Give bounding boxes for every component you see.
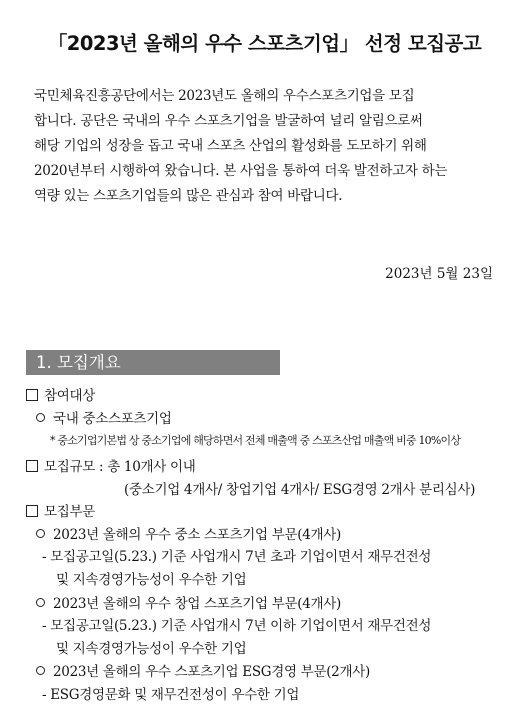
target-item: 국내 중소스포츠기업 <box>53 411 172 427</box>
intro-line: 합니다. 공단은 국내의 우수 스포츠기업을 발굴하여 널리 알림으로써 <box>34 113 423 129</box>
circle-bullet-icon <box>36 598 45 607</box>
intro-line: 역량 있는 스포츠기업들의 많은 관심과 참여 바랍니다. <box>34 188 343 204</box>
category-3-desc: - ESG경영문화 및 재무건전성이 우수한 기업 <box>42 687 300 703</box>
category-1-desc: - 모집공고일(5.23.) 기준 사업개시 7년 초과 기업이면서 재무건전성 <box>42 549 432 565</box>
circle-bullet-icon <box>36 529 45 538</box>
target-heading: 참여대상 <box>44 388 95 404</box>
category-heading: 모집부문 <box>44 504 95 520</box>
checkbox-square-icon <box>26 389 38 401</box>
announcement-date: 2023년 5월 23일 <box>385 266 493 282</box>
page-title: 「2023년 올해의 우수 스포츠기업」 선정 모집공고 <box>47 32 482 55</box>
category-2-title: 2023년 올해의 우수 창업 스포츠기업 부문(4개사) <box>53 596 341 612</box>
checkbox-square-icon <box>26 460 38 472</box>
category-1-title: 2023년 올해의 우수 중소 스포츠기업 부문(4개사) <box>53 527 341 543</box>
intro-paragraph <box>34 84 496 209</box>
circle-bullet-icon <box>36 666 45 675</box>
intro-line: 국민체육진흥공단에서는 2023년도 올해의 우수스포츠기업을 모집 <box>34 88 415 104</box>
scale-text: 모집규모 : 총 10개사 이내 <box>44 459 196 475</box>
target-heading-row <box>26 384 95 404</box>
target-item-row <box>36 407 172 427</box>
checkbox-square-icon <box>26 505 38 517</box>
scale-detail: (중소기업 4개사/ 창업기업 4개사/ ESG경영 2개사 분리심사) <box>124 482 476 498</box>
intro-line: 해당 기업의 성장을 돕고 국내 스포츠 산업의 활성화를 도모하기 위해 <box>34 138 427 154</box>
circle-bullet-icon <box>36 413 45 422</box>
category-1-row <box>36 523 341 543</box>
category-2-desc-cont: 및 지속경영가능성이 우수한 기업 <box>56 641 247 657</box>
category-3-row <box>36 660 370 680</box>
category-heading-row <box>26 500 95 520</box>
category-3-title: 2023년 올해의 우수 스포츠기업 ESG경영 부문(2개사) <box>53 664 370 680</box>
category-2-desc: - 모집공고일(5.23.) 기준 사업개시 7년 이하 기업이면서 재무건전성 <box>42 618 432 634</box>
target-note: * 중소기업기본법 상 중소기업에 해당하면서 전체 매출액 중 스포츠산업 매출액 비중 10%이상 <box>50 434 461 447</box>
section-heading: 1. 모집개요 <box>26 350 280 375</box>
intro-line: 2020년부터 시행하여 왔습니다. 본 사업을 통하여 더욱 발전하고자 하는 <box>34 163 448 179</box>
scale-row <box>26 455 195 475</box>
category-1-desc-cont: 및 지속경영가능성이 우수한 기업 <box>56 572 247 588</box>
category-2-row <box>36 592 341 612</box>
